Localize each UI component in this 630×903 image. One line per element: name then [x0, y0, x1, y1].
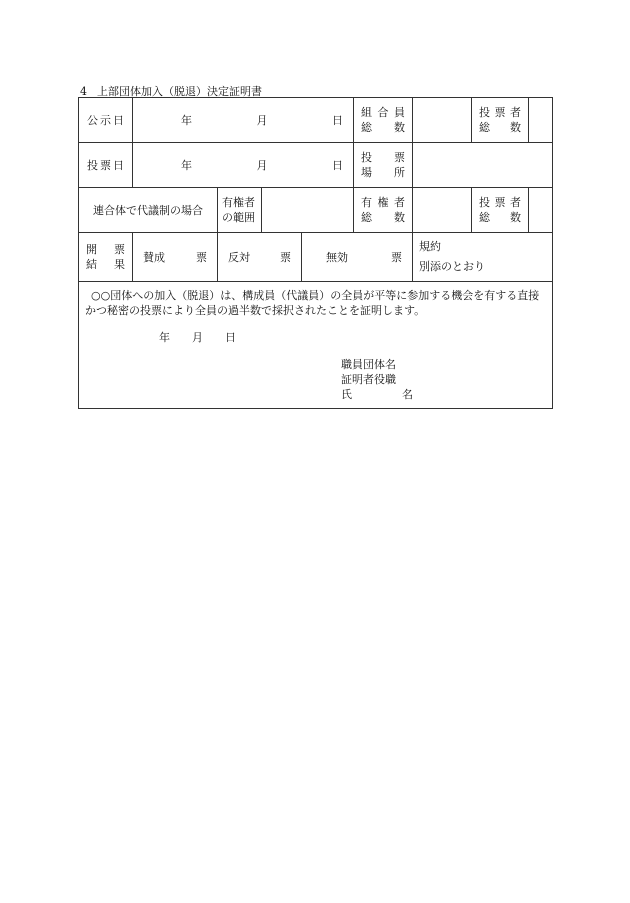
eligible-range-field[interactable]	[262, 188, 354, 233]
voting-date-label: 投 票 日	[79, 143, 133, 188]
voting-date-field[interactable]: 年 月 日	[133, 143, 354, 188]
signature-block	[341, 357, 546, 402]
union-members-total-label: 組 合 員 総 数	[354, 98, 413, 143]
votes-invalid-field[interactable]: 無効 票	[302, 233, 413, 282]
row-federation	[79, 188, 553, 233]
voters-total-field-2[interactable]	[529, 188, 553, 233]
announcement-date-field[interactable]: 年 月 日	[133, 98, 354, 143]
voters-total-label-2: 投 票 者 総 数	[472, 188, 529, 233]
certificate-date[interactable]: 年 月 日	[159, 331, 236, 344]
announcement-date-label: 公 示 日	[79, 98, 133, 143]
eligible-range-label: 有権者 の範囲	[218, 188, 262, 233]
eligible-total-label: 有 権 者 総 数	[354, 188, 413, 233]
votes-against-field[interactable]: 反対 票	[218, 233, 302, 282]
name-label: 氏 名	[341, 388, 413, 401]
union-members-total-field[interactable]	[413, 98, 472, 143]
row-voting	[79, 143, 553, 188]
row-certificate	[79, 282, 553, 409]
voters-total-field[interactable]	[529, 98, 553, 143]
section-number: 4	[80, 85, 87, 98]
eligible-total-field[interactable]	[413, 188, 472, 233]
certificate-form-table	[78, 97, 553, 409]
row-announcement	[79, 98, 553, 143]
certificate-body	[79, 282, 553, 409]
voters-total-label: 投 票 者 総 数	[472, 98, 529, 143]
form-title: 上部団体加入（脱退）決定証明書	[97, 85, 262, 98]
certifier-title-label: 証明者役職	[341, 373, 396, 386]
federation-delegate-label: 連合体で代議制の場合	[79, 188, 218, 233]
voting-place-label: 投 票 場 所	[354, 143, 413, 188]
voting-place-field[interactable]	[413, 143, 553, 188]
rules-cell: 規約 別添のとおり	[413, 233, 553, 282]
count-result-label: 開 票 結 果	[79, 233, 133, 282]
certificate-text: ○○団体への加入（脱退）は、構成員（代議員）の全員が平等に参加する機会を有する直接かつ秘密の投票により全員の過半数で採択されたことを証明します。	[85, 289, 540, 317]
org-name-label: 職員団体名	[341, 358, 396, 371]
votes-for-field[interactable]: 賛成 票	[133, 233, 218, 282]
row-count-result	[79, 233, 553, 282]
